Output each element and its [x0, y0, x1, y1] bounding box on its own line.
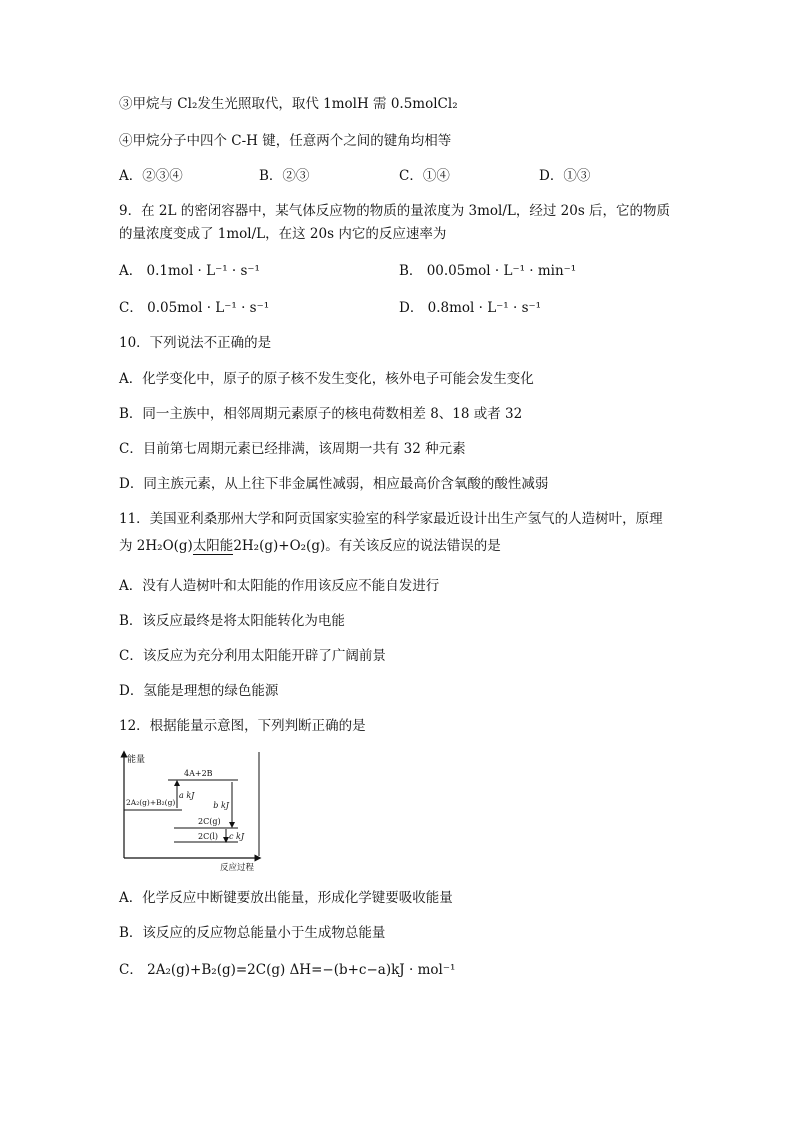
level-liquid-label: 2C(l): [198, 832, 219, 841]
q9-option-c: C． 0.05mol · L⁻¹ · s⁻¹: [119, 300, 270, 316]
q9-stem-1: 9．在 2L 的密闭容器中，某气体反应物的物质的量浓度为 3mol/L，经过 20s 后，它的物质: [119, 203, 671, 219]
q9-option-b: B． 00.05mol · L⁻¹ · min⁻¹: [399, 263, 577, 279]
q10-option-c: C．目前第七周期元素已经排满，该周期一共有 32 种元素: [119, 441, 466, 457]
q8-option-b: B．②③: [259, 168, 310, 184]
q8-option-c: C．①④: [399, 168, 450, 184]
label-c: c kJ: [229, 832, 245, 841]
q11-option-b: B．该反应最终是将太阳能转化为电能: [119, 613, 345, 629]
line-4: ④甲烷分子中四个 C-H 键，任意两个之间的键角均相等: [119, 133, 452, 149]
q11-products: 2H₂(g)+O₂(g)。有关该反应的说法错误的是: [233, 538, 501, 554]
level-gas-label: 2C(g): [198, 817, 221, 826]
level-reactants-label: 2A₂(g)+B₂(g): [126, 798, 176, 807]
y-axis-label: 能量: [127, 755, 146, 765]
q9-option-a: A． 0.1mol · L⁻¹ · s⁻¹: [119, 263, 260, 279]
label-a: a kJ: [179, 791, 195, 800]
q12-stem: 12．根据能量示意图，下列判断正确的是: [119, 718, 366, 734]
q11-reactant: 为 2H₂O(g): [119, 538, 193, 554]
q11-option-c: C．该反应为充分利用太阳能开辟了广阔前景: [119, 648, 386, 664]
q12-option-b: B．该反应的反应物总能量小于生成物总能量: [119, 925, 386, 941]
q8-option-d: D．①③: [539, 168, 591, 184]
q11-option-d: D．氢能是理想的绿色能源: [119, 683, 279, 699]
energy-diagram: [116, 750, 268, 874]
q11-condition: 太阳能: [192, 538, 234, 554]
q10-option-d: D．同主族元素，从上往下非金属性减弱，相应最高价含氧酸的酸性减弱: [119, 476, 549, 492]
q10-option-b: B．同一主族中，相邻周期元素原子的核电荷数相差 8、18 或者 32: [119, 406, 523, 422]
q8-option-a: A．②③④: [119, 168, 183, 184]
line-3: ③甲烷与 Cl₂发生光照取代，取代 1molH 需 0.5molCl₂: [119, 96, 458, 112]
x-axis-label: 反应过程: [220, 863, 255, 873]
q9-stem-2: 的量浓度变成了 1mol/L，在这 20s 内它的反应速率为: [119, 226, 447, 242]
label-b: b kJ: [213, 801, 229, 810]
q11-stem-1: 11．美国亚利桑那州大学和阿贡国家实验室的科学家最近设计出生产氢气的人造树叶，原理: [119, 511, 663, 527]
q12-option-c: C． 2A₂(g)+B₂(g)=2C(g) ΔH=−(b+c−a)kJ · mol⁻¹: [119, 962, 456, 978]
q11-option-a: A．没有人造树叶和太阳能的作用该反应不能自发进行: [119, 578, 440, 594]
q10-option-a: A．化学变化中，原子的原子核不发生变化，核外电子可能会发生变化: [119, 371, 534, 387]
level-top-label: 4A+2B: [184, 769, 213, 778]
q9-option-d: D． 0.8mol · L⁻¹ · s⁻¹: [399, 300, 542, 316]
q11-stem-2: [119, 536, 501, 556]
q10-stem: 10．下列说法不正确的是: [119, 335, 272, 351]
q12-option-a: A．化学反应中断键要放出能量，形成化学键要吸收能量: [119, 890, 453, 906]
